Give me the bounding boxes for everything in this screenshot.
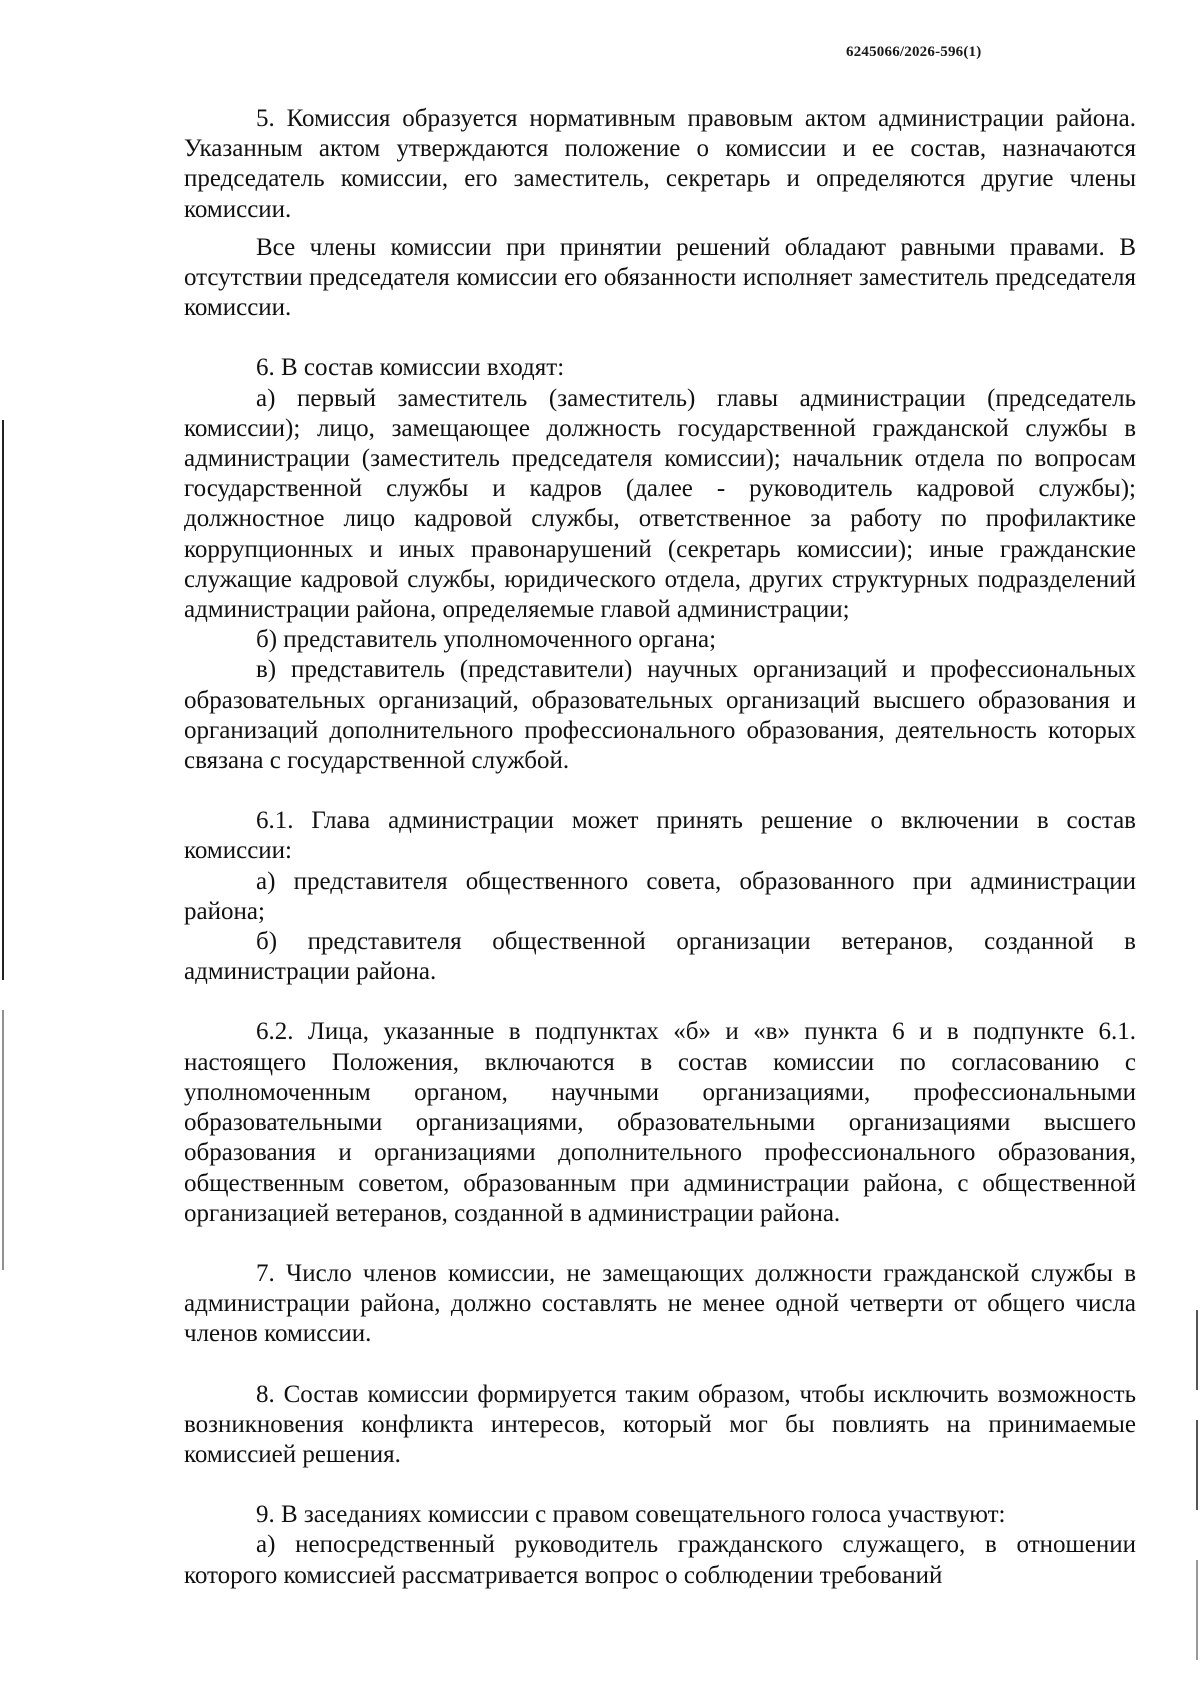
paragraph-6-1-item-a: а) представителя общественного совета, образованного при администрации района; — [184, 867, 1136, 925]
paragraph-6-2: 6.2. Лица, указанные в подпунктах «б» и «в» пункта 6 и в подпункте 6.1. настоящего Положения, включаются в состав комиссии по согласованию с уполномоченным органом, научными организациями, профессиональными образовательными организациями, образовательными организациями высшего образования и организациями дополнительного профессионального образования, общественным советом, образованным при администрации района, с общественной организацией ветеранов, созданной в администрации района. — [184, 1018, 1136, 1227]
paragraph-7: 7. Число членов комиссии, не замещающих должности гражданской службы в администрации района, должно составлять не менее одной четверти от общего числа членов комиссии. — [184, 1259, 1136, 1348]
scan-edge-mark — [2, 420, 4, 980]
scan-edge-mark — [1196, 1420, 1198, 1510]
paragraph-6-1: 6.1. Глава администрации может принять решение о включении в состав комиссии: — [184, 807, 1136, 865]
paragraph-9: 9. В заседаниях комиссии с правом совещательного голоса участвуют: — [256, 1501, 1006, 1529]
paragraph-5: 5. Комиссия образуется нормативным правовым актом администрации района. Указанным актом утверждаются положение о комиссии и ее состав, назначаются председатель комиссии, его заместитель, секретарь и определяются другие члены комиссии. — [184, 105, 1136, 223]
paragraph-5-equal-rights: Все члены комиссии при принятии решений обладают равными правами. В отсутствии председателя комиссии его обязанности исполняет заместитель председателя комиссии. — [184, 233, 1136, 322]
paragraph-6-item-v: в) представитель (представители) научных организаций и профессиональных образовательных организаций, образовательных организаций высшего образования и организаций дополнительного профессионального образования, деятельность которых связана с государственной службой. — [184, 656, 1136, 775]
paragraph-6-1-item-b: б) представителя общественной организации ветеранов, созданной в администрации района. — [184, 928, 1136, 986]
document-number: 6245066/2026-596(1) — [846, 44, 982, 60]
paragraph-6-item-b: б) представитель уполномоченного органа; — [256, 626, 717, 654]
scan-edge-mark — [2, 1010, 4, 1270]
paragraph-8: 8. Состав комиссии формируется таким образом, чтобы исключить возможность возникновения конфликта интересов, который мог бы повлиять на принимаемые комиссией решения. — [184, 1380, 1136, 1468]
document-body — [184, 104, 1136, 1591]
scan-edge-mark — [1196, 1310, 1198, 1390]
paragraph-6-item-a: а) первый заместитель (заместитель) главы администрации (председатель комиссии); лицо, замещающее должность государственной гражданской службы в администрации (заместитель председателя комиссии); начальник отдела по вопросам государственной службы и кадров (далее - руководитель кадровой службы); должностное лицо кадровой службы, ответственное за работу по профилактике коррупционных и иных правонарушений (секретарь комиссии); иные гражданские служащие кадровой службы, юридического отдела, других структурных подразделений администрации района, определяемые главой администрации; — [184, 384, 1136, 624]
paragraph-6: 6. В состав комиссии входят: — [256, 354, 565, 382]
paragraph-9-item-a: а) непосредственный руководитель гражданского служащего, в отношении которого комиссией рассматривается вопрос о соблюдении требований — [184, 1531, 1136, 1589]
scan-edge-mark — [1196, 1560, 1198, 1660]
